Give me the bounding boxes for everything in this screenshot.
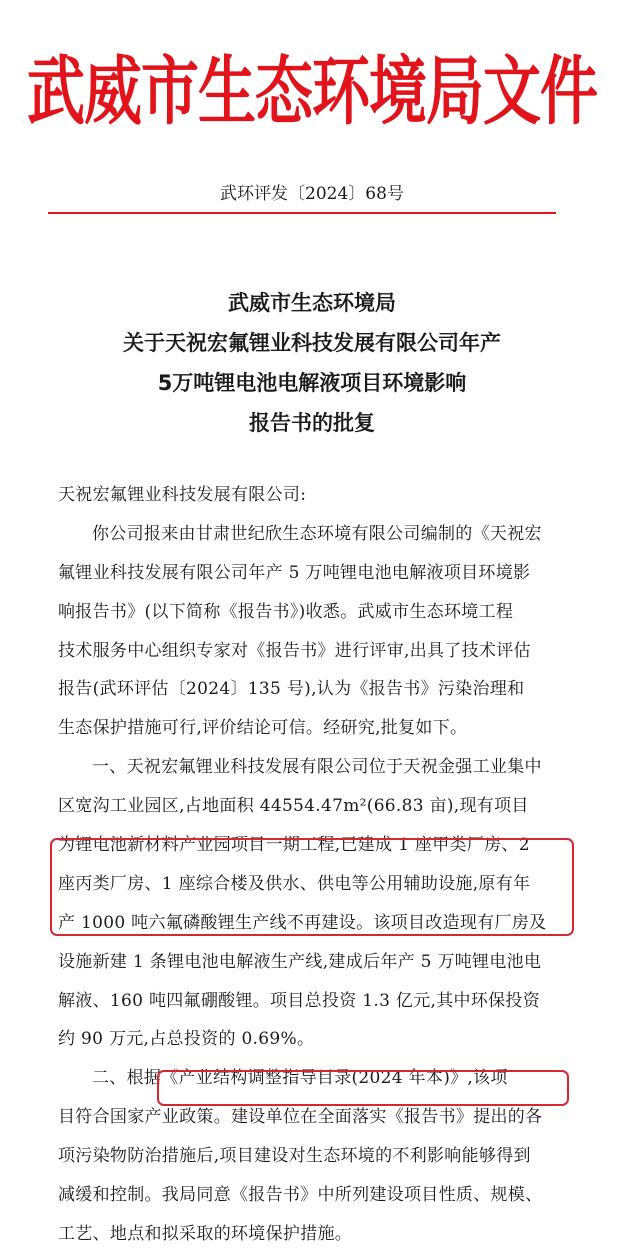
body-line: 产 1000 吨六氟磷酸锂生产线不再建设。该项目改造现有厂房及 (58, 912, 547, 933)
document-number: 武环评发〔2024〕68号 (220, 184, 404, 204)
title-line: 关于天祝宏氟锂业科技发展有限公司年产 (123, 331, 501, 355)
body-line: 为锂电池新材料产业园项目一期工程,已建成 1 座甲类厂房、2 (58, 835, 530, 856)
body-line: 设施新建 1 条锂电池电解液生产线,建成后年产 5 万吨锂电池电 (58, 951, 542, 972)
red-divider-line (48, 212, 556, 214)
body-line: 一、天祝宏氟锂业科技发展有限公司位于天祝金强工业集中 (92, 757, 542, 778)
title-line: 5万吨锂电池电解液项目环境影响 (157, 371, 467, 395)
body-line: 报告(武环评估〔2024〕135 号),认为《报告书》污染治理和 (58, 679, 525, 700)
body-line: 二、根据《产业结构调整指导目录(2024 年本)》,该项 (92, 1068, 508, 1089)
body-line: 减缓和控制。我局同意《报告书》中所列建设项目性质、规模、 (58, 1185, 543, 1206)
body-line: 响报告书》(以下简称《报告书》)收悉。武威市生态环境工程 (58, 601, 514, 622)
body-line: 技术服务中心组织专家对《报告书》进行评审,出具了技术评估 (58, 640, 531, 661)
highlight-box-production-change (50, 838, 574, 936)
highlight-box-approval-statement (157, 1070, 569, 1106)
body-line: 工艺、地点和拟采取的环境保护措施。 (58, 1223, 353, 1244)
title-line: 武威市生态环境局 (228, 291, 396, 315)
body-line: 项污染物防治措施后,项目建设对生态环境的不利影响能够得到 (58, 1146, 531, 1167)
body-line: 座丙类厂房、1 座综合楼及供水、供电等公用辅助设施,原有年 (58, 873, 531, 894)
body-line: 约 90 万元,占总投资的 0.69%。 (58, 1029, 315, 1050)
addressee: 天祝宏氟锂业科技发展有限公司: (58, 485, 307, 505)
document-title (0, 283, 624, 443)
body-line: 区宽沟工业园区,占地面积 44554.47m²(66.83 亩),现有项目 (58, 796, 529, 817)
body-line: 你公司报来由甘肃世纪欣生态环境有限公司编制的《天祝宏 (92, 523, 542, 544)
body-line: 目符合国家产业政策。建设单位在全面落实《报告书》提出的各 (58, 1107, 543, 1128)
body-line: 解液、160 吨四氟硼酸锂。项目总投资 1.3 亿元,其中环保投资 (58, 990, 540, 1011)
title-line: 报告书的批复 (249, 411, 375, 435)
issuing-authority-header: 武威市生态环境局文件 (26, 48, 597, 136)
body-line: 氟锂业科技发展有限公司年产 5 万吨锂电池电解液项目环境影 (58, 562, 531, 583)
body-line: 生态保护措施可行,评价结论可信。经研究,批复如下。 (58, 718, 468, 739)
